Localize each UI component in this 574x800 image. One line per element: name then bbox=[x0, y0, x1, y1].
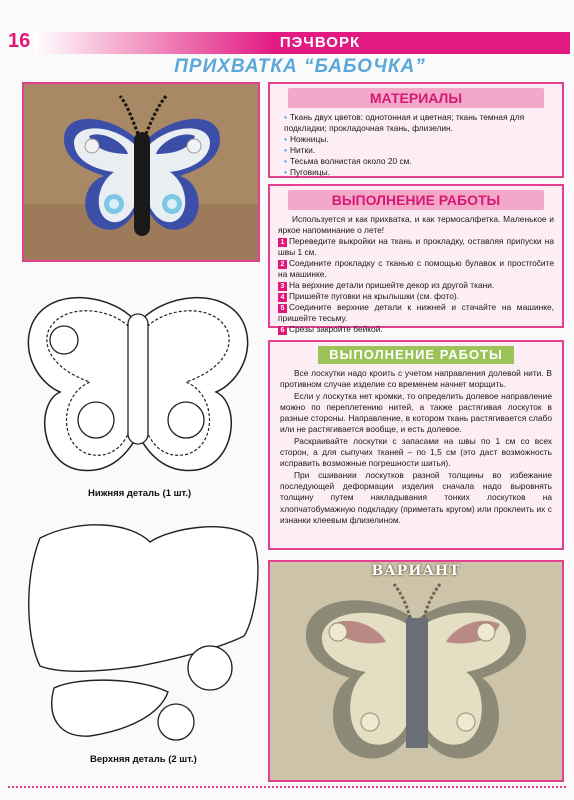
tips-paragraph: Раскраивайте лоскутки с запасами на швы по 1 см со всех сторон, а для сыпучих тканей – по 1,5 см (это даст возможность исправить возможные погрешности шитья). bbox=[280, 435, 552, 469]
page-number: 16 bbox=[8, 30, 31, 52]
instructions-box bbox=[268, 184, 564, 334]
footer-divider bbox=[8, 786, 566, 794]
section-title: ПЭЧВОРК bbox=[279, 34, 361, 51]
materials-item: • Нитки. bbox=[284, 145, 556, 156]
step: 5 Соедините верхние детали к нижней и стачайте на машинке, пришейте тесьму. bbox=[278, 302, 554, 323]
bottom-part-caption: Нижняя деталь (1 шт.) bbox=[88, 488, 192, 499]
article-title: ПРИХВАТКА “БАБОЧКА” bbox=[174, 56, 426, 77]
instructions-heading: ВЫПОЛНЕНИЕ РАБОТЫ bbox=[288, 190, 545, 210]
tips-paragraph: Все лоскутки надо кроить с учетом направления долевой нити. В противном случае изделие со временем начнет морщить. bbox=[280, 368, 552, 390]
materials-item: • Ткань двух цветов: однотонная и цветная; ткань темная для подкладки; прокладочная ткань, флизелин. bbox=[284, 112, 556, 134]
butterfly-photo-image bbox=[24, 84, 258, 260]
materials-item: • Пуговицы. bbox=[284, 167, 556, 178]
instructions-intro: Используется и как прихватка, и как термосалфетка. Маленькое и яркое напоминание о лете! bbox=[278, 214, 554, 235]
materials-list bbox=[270, 112, 562, 178]
step: 4 Пришейте пуговки на крылышки (см. фото). bbox=[278, 291, 554, 302]
bottom-part-pattern bbox=[20, 284, 258, 500]
butterfly-photo bbox=[22, 82, 260, 262]
variant-label: ВАРИАНТ bbox=[371, 563, 461, 579]
step: 1 Переведите выкройки на ткань и прокладку, оставляя припуски на швы 1 см. bbox=[278, 236, 554, 257]
materials-item: • Ножницы. bbox=[284, 134, 556, 145]
step: 2 Соедините прокладку с тканью с помощью булавок и простročите на машинке. bbox=[278, 258, 554, 279]
tips-heading: ВЫПОЛНЕНИЕ РАБОТЫ bbox=[318, 346, 514, 364]
tips-box bbox=[268, 340, 564, 550]
top-part-pattern bbox=[20, 518, 260, 768]
step: 6 Срезы закройте бейкой. bbox=[278, 324, 554, 335]
step: 3 На верхние детали пришейте декор из другой ткани. bbox=[278, 280, 554, 291]
materials-box bbox=[268, 82, 564, 178]
materials-item: • Тесьма волнистая около 20 см. bbox=[284, 156, 556, 167]
tips-paragraph: Если у лоскутка нет кромки, то определить долевое направление можно по переплетению нитей, а также растягивая лоскуток в разные стороны. Направление, в котором ткань растягивается слабо или не растягивается вообще, и есть долевое. bbox=[280, 390, 552, 435]
materials-heading: МАТЕРИАЛЫ bbox=[288, 88, 545, 108]
variant-photo bbox=[268, 560, 564, 782]
variant-photo-image bbox=[270, 562, 562, 780]
top-part-caption: Верхняя деталь (2 шт.) bbox=[90, 754, 197, 765]
tips-paragraph: При сшивании лоскутков разной толщины во избежание последующей деформации изделия сначала надо выровнять толщину путем накладывания тонких лоскутков на хлопчатобумажную подкладку (приметать кругом) или проклеить их с изнанки клеевым флизелином. bbox=[280, 469, 552, 525]
